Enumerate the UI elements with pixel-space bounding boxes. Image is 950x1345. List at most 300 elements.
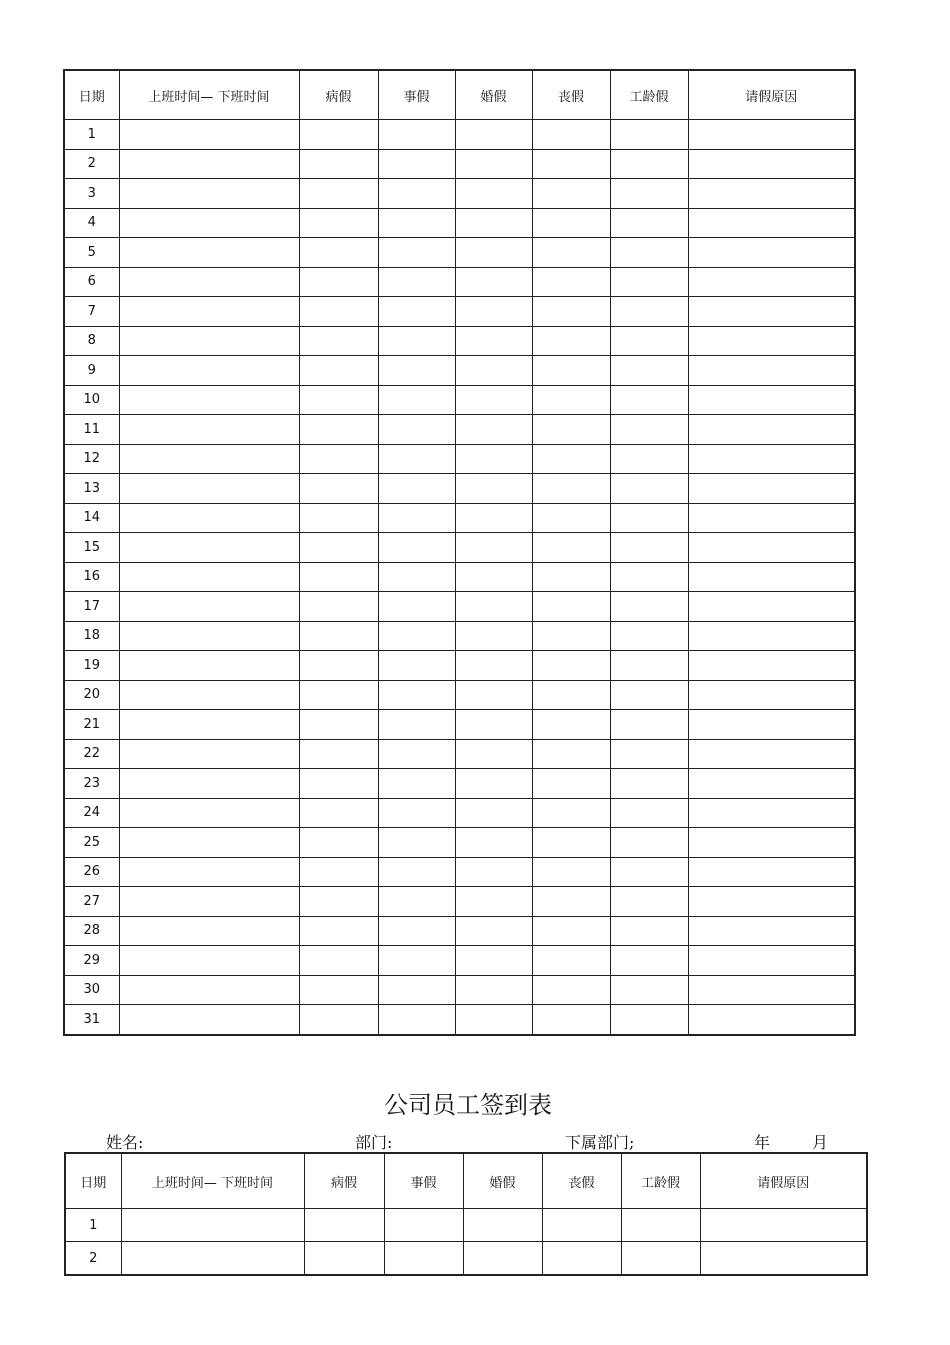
entry-cell[interactable]: [378, 326, 455, 356]
entry-cell[interactable]: [299, 533, 378, 563]
entry-cell[interactable]: [119, 208, 299, 238]
entry-cell[interactable]: [119, 238, 299, 268]
entry-cell[interactable]: [621, 1242, 700, 1276]
entry-cell[interactable]: [299, 592, 378, 622]
table-row: [64, 179, 855, 209]
entry-cell[interactable]: [119, 739, 299, 769]
entry-cell[interactable]: [378, 562, 455, 592]
entry-cell[interactable]: [299, 769, 378, 799]
entry-cell[interactable]: [610, 297, 688, 327]
entry-cell[interactable]: [688, 444, 855, 474]
entry-cell[interactable]: [532, 267, 610, 297]
entry-cell[interactable]: [688, 297, 855, 327]
date-cell: 11: [64, 415, 119, 445]
entry-cell[interactable]: [378, 267, 455, 297]
table-row: [64, 267, 855, 297]
table-row: [64, 503, 855, 533]
table-row: [65, 1209, 867, 1242]
entry-cell[interactable]: [610, 887, 688, 917]
dept-label: 部门:: [355, 1133, 393, 1152]
date-cell: 9: [64, 356, 119, 386]
date-cell: 2: [65, 1242, 121, 1276]
entry-cell[interactable]: [299, 946, 378, 976]
entry-cell[interactable]: [119, 1005, 299, 1035]
entry-cell[interactable]: [378, 238, 455, 268]
entry-cell[interactable]: [688, 680, 855, 710]
entry-cell[interactable]: [532, 887, 610, 917]
date-cell: 24: [64, 798, 119, 828]
entry-cell[interactable]: [688, 208, 855, 238]
entry-cell[interactable]: [299, 710, 378, 740]
attendance-table-top: [63, 69, 856, 1036]
entry-cell[interactable]: [532, 238, 610, 268]
entry-cell[interactable]: [378, 120, 455, 150]
entry-cell[interactable]: [455, 562, 532, 592]
entry-cell[interactable]: [378, 179, 455, 209]
entry-cell[interactable]: [455, 120, 532, 150]
entry-cell[interactable]: [688, 769, 855, 799]
entry-cell[interactable]: [384, 1209, 463, 1242]
column-header: 病假: [299, 70, 378, 120]
entry-cell[interactable]: [378, 208, 455, 238]
entry-cell[interactable]: [455, 592, 532, 622]
entry-cell[interactable]: [610, 857, 688, 887]
entry-cell[interactable]: [688, 533, 855, 563]
entry-cell[interactable]: [688, 385, 855, 415]
date-cell: 29: [64, 946, 119, 976]
entry-cell[interactable]: [610, 828, 688, 858]
table-row: [64, 916, 855, 946]
entry-cell[interactable]: [610, 267, 688, 297]
entry-cell[interactable]: [378, 356, 455, 386]
entry-cell[interactable]: [610, 120, 688, 150]
entry-cell[interactable]: [610, 385, 688, 415]
date-cell: 8: [64, 326, 119, 356]
entry-cell[interactable]: [299, 385, 378, 415]
table-row: [64, 680, 855, 710]
entry-cell[interactable]: [688, 857, 855, 887]
entry-cell[interactable]: [532, 680, 610, 710]
table-row: [64, 385, 855, 415]
entry-cell[interactable]: [119, 621, 299, 651]
entry-cell[interactable]: [378, 975, 455, 1005]
entry-cell[interactable]: [610, 533, 688, 563]
table-row: [64, 120, 855, 150]
entry-cell[interactable]: [299, 798, 378, 828]
entry-cell[interactable]: [299, 828, 378, 858]
entry-cell[interactable]: [532, 533, 610, 563]
entry-cell[interactable]: [463, 1242, 542, 1276]
column-header: 上班时间— 下班时间: [119, 70, 299, 120]
entry-cell[interactable]: [532, 356, 610, 386]
entry-cell[interactable]: [688, 710, 855, 740]
date-cell: 4: [64, 208, 119, 238]
date-cell: 28: [64, 916, 119, 946]
entry-cell[interactable]: [455, 1005, 532, 1035]
entry-cell[interactable]: [610, 621, 688, 651]
entry-cell[interactable]: [688, 415, 855, 445]
column-header: 事假: [384, 1153, 463, 1209]
entry-cell[interactable]: [378, 474, 455, 504]
column-header: 病假: [304, 1153, 384, 1209]
entry-cell[interactable]: [299, 149, 378, 179]
date-cell: 12: [64, 444, 119, 474]
entry-cell[interactable]: [299, 326, 378, 356]
entry-cell[interactable]: [610, 592, 688, 622]
date-cell: 7: [64, 297, 119, 327]
entry-cell[interactable]: [119, 592, 299, 622]
entry-cell[interactable]: [532, 415, 610, 445]
entry-cell[interactable]: [610, 562, 688, 592]
entry-cell[interactable]: [299, 857, 378, 887]
entry-cell[interactable]: [378, 680, 455, 710]
entry-cell[interactable]: [610, 179, 688, 209]
entry-cell[interactable]: [455, 444, 532, 474]
entry-cell[interactable]: [455, 503, 532, 533]
entry-cell[interactable]: [119, 444, 299, 474]
entry-cell[interactable]: [304, 1242, 384, 1276]
entry-cell[interactable]: [610, 946, 688, 976]
entry-cell[interactable]: [532, 326, 610, 356]
entry-cell[interactable]: [688, 1005, 855, 1035]
entry-cell[interactable]: [455, 474, 532, 504]
date-cell: 1: [64, 120, 119, 150]
entry-cell[interactable]: [455, 710, 532, 740]
date-cell: 26: [64, 857, 119, 887]
entry-cell[interactable]: [378, 444, 455, 474]
entry-cell[interactable]: [378, 946, 455, 976]
entry-cell[interactable]: [299, 238, 378, 268]
entry-cell[interactable]: [688, 474, 855, 504]
entry-cell[interactable]: [455, 415, 532, 445]
entry-cell[interactable]: [378, 916, 455, 946]
entry-cell[interactable]: [119, 946, 299, 976]
entry-cell[interactable]: [378, 651, 455, 681]
date-cell: 5: [64, 238, 119, 268]
entry-cell[interactable]: [455, 297, 532, 327]
table-row: [64, 1005, 855, 1035]
date-cell: 21: [64, 710, 119, 740]
entry-cell[interactable]: [299, 916, 378, 946]
entry-cell[interactable]: [299, 356, 378, 386]
entry-cell[interactable]: [119, 651, 299, 681]
entry-cell[interactable]: [455, 946, 532, 976]
entry-cell[interactable]: [378, 739, 455, 769]
entry-cell[interactable]: [378, 503, 455, 533]
entry-cell[interactable]: [455, 149, 532, 179]
table-row: [64, 592, 855, 622]
entry-cell[interactable]: [378, 710, 455, 740]
entry-cell[interactable]: [610, 474, 688, 504]
entry-cell[interactable]: [119, 149, 299, 179]
column-header: 丧假: [532, 70, 610, 120]
entry-cell[interactable]: [378, 415, 455, 445]
entry-cell[interactable]: [610, 415, 688, 445]
column-header: 上班时间— 下班时间: [121, 1153, 304, 1209]
entry-cell[interactable]: [378, 149, 455, 179]
entry-cell[interactable]: [299, 120, 378, 150]
date-cell: 10: [64, 385, 119, 415]
entry-cell[interactable]: [610, 916, 688, 946]
entry-cell[interactable]: [119, 710, 299, 740]
entry-cell[interactable]: [299, 179, 378, 209]
entry-cell[interactable]: [532, 975, 610, 1005]
entry-cell[interactable]: [119, 415, 299, 445]
entry-cell[interactable]: [610, 680, 688, 710]
entry-cell[interactable]: [455, 356, 532, 386]
entry-cell[interactable]: [455, 916, 532, 946]
entry-cell[interactable]: [532, 857, 610, 887]
entry-cell[interactable]: [610, 208, 688, 238]
entry-cell[interactable]: [119, 533, 299, 563]
date-cell: 6: [64, 267, 119, 297]
entry-cell[interactable]: [299, 208, 378, 238]
entry-cell[interactable]: [119, 385, 299, 415]
entry-cell[interactable]: [688, 267, 855, 297]
entry-cell[interactable]: [455, 533, 532, 563]
table-row: [64, 149, 855, 179]
entry-cell[interactable]: [299, 503, 378, 533]
entry-cell[interactable]: [532, 120, 610, 150]
entry-cell[interactable]: [621, 1209, 700, 1242]
entry-cell[interactable]: [610, 356, 688, 386]
column-header: 请假原因: [700, 1153, 867, 1209]
entry-cell[interactable]: [299, 651, 378, 681]
entry-cell[interactable]: [532, 149, 610, 179]
column-header: 事假: [378, 70, 455, 120]
entry-cell[interactable]: [299, 444, 378, 474]
entry-cell[interactable]: [119, 120, 299, 150]
entry-cell[interactable]: [532, 769, 610, 799]
entry-cell[interactable]: [299, 415, 378, 445]
entry-cell[interactable]: [455, 739, 532, 769]
entry-cell[interactable]: [299, 562, 378, 592]
entry-cell[interactable]: [378, 592, 455, 622]
entry-cell[interactable]: [688, 651, 855, 681]
entry-cell[interactable]: [119, 474, 299, 504]
table-row: [64, 828, 855, 858]
entry-cell[interactable]: [532, 562, 610, 592]
entry-cell[interactable]: [610, 710, 688, 740]
entry-cell[interactable]: [688, 887, 855, 917]
table-row: [64, 208, 855, 238]
entry-cell[interactable]: [688, 179, 855, 209]
entry-cell[interactable]: [378, 857, 455, 887]
date-cell: 13: [64, 474, 119, 504]
table-row: [64, 946, 855, 976]
entry-cell[interactable]: [304, 1209, 384, 1242]
entry-cell[interactable]: [119, 326, 299, 356]
entry-cell[interactable]: [299, 975, 378, 1005]
entry-cell[interactable]: [299, 621, 378, 651]
attendance-table-bottom: [64, 1152, 868, 1276]
entry-cell[interactable]: [299, 297, 378, 327]
entry-cell[interactable]: [455, 208, 532, 238]
date-cell: 15: [64, 533, 119, 563]
entry-cell[interactable]: [119, 356, 299, 386]
entry-cell[interactable]: [299, 267, 378, 297]
sub-dept-label: 下属部门;: [565, 1133, 635, 1152]
entry-cell[interactable]: [532, 385, 610, 415]
entry-cell[interactable]: [455, 267, 532, 297]
entry-cell[interactable]: [542, 1209, 621, 1242]
entry-cell[interactable]: [610, 238, 688, 268]
entry-cell[interactable]: [455, 621, 532, 651]
entry-cell[interactable]: [378, 769, 455, 799]
entry-cell[interactable]: [532, 916, 610, 946]
table-row: [64, 621, 855, 651]
column-header: 婚假: [455, 70, 532, 120]
entry-cell[interactable]: [610, 503, 688, 533]
table-row: [64, 238, 855, 268]
table-row: [64, 857, 855, 887]
entry-cell[interactable]: [378, 297, 455, 327]
date-cell: 16: [64, 562, 119, 592]
entry-cell[interactable]: [532, 651, 610, 681]
entry-cell[interactable]: [455, 326, 532, 356]
entry-cell[interactable]: [688, 592, 855, 622]
entry-cell[interactable]: [532, 1005, 610, 1035]
entry-cell[interactable]: [119, 297, 299, 327]
entry-cell[interactable]: [610, 1005, 688, 1035]
entry-cell[interactable]: [119, 179, 299, 209]
entry-cell[interactable]: [455, 680, 532, 710]
entry-cell[interactable]: [119, 798, 299, 828]
entry-cell[interactable]: [378, 385, 455, 415]
entry-cell[interactable]: [688, 326, 855, 356]
entry-cell[interactable]: [119, 975, 299, 1005]
table-row: [64, 651, 855, 681]
entry-cell[interactable]: [610, 444, 688, 474]
entry-cell[interactable]: [119, 828, 299, 858]
entry-cell[interactable]: [378, 1005, 455, 1035]
entry-cell[interactable]: [688, 798, 855, 828]
entry-cell[interactable]: [378, 828, 455, 858]
table-row: [64, 710, 855, 740]
table-row: [64, 326, 855, 356]
entry-cell[interactable]: [688, 916, 855, 946]
entry-cell[interactable]: [610, 769, 688, 799]
entry-cell[interactable]: [688, 503, 855, 533]
entry-cell[interactable]: [532, 621, 610, 651]
entry-cell[interactable]: [121, 1209, 304, 1242]
column-header: 工龄假: [610, 70, 688, 120]
entry-cell[interactable]: [700, 1242, 867, 1276]
entry-cell[interactable]: [119, 562, 299, 592]
entry-cell[interactable]: [121, 1242, 304, 1276]
date-cell: 14: [64, 503, 119, 533]
entry-cell[interactable]: [299, 887, 378, 917]
entry-cell[interactable]: [455, 769, 532, 799]
entry-cell[interactable]: [455, 238, 532, 268]
date-cell: 19: [64, 651, 119, 681]
entry-cell[interactable]: [688, 149, 855, 179]
entry-cell[interactable]: [610, 975, 688, 1005]
entry-cell[interactable]: [384, 1242, 463, 1276]
entry-cell[interactable]: [688, 975, 855, 1005]
entry-cell[interactable]: [532, 179, 610, 209]
entry-cell[interactable]: [532, 444, 610, 474]
date-cell: 22: [64, 739, 119, 769]
entry-cell[interactable]: [688, 739, 855, 769]
entry-cell[interactable]: [532, 739, 610, 769]
header-row: [65, 1153, 867, 1209]
column-header: 请假原因: [688, 70, 855, 120]
entry-cell[interactable]: [532, 297, 610, 327]
entry-cell[interactable]: [119, 503, 299, 533]
entry-cell[interactable]: [532, 828, 610, 858]
entry-cell[interactable]: [532, 208, 610, 238]
entry-cell[interactable]: [532, 592, 610, 622]
entry-cell[interactable]: [455, 857, 532, 887]
header-row: [64, 70, 855, 120]
entry-cell[interactable]: [378, 887, 455, 917]
entry-cell[interactable]: [610, 326, 688, 356]
entry-cell[interactable]: [455, 975, 532, 1005]
entry-cell[interactable]: [532, 503, 610, 533]
entry-cell[interactable]: [688, 621, 855, 651]
entry-cell[interactable]: [688, 562, 855, 592]
entry-cell[interactable]: [610, 798, 688, 828]
entry-cell[interactable]: [532, 946, 610, 976]
entry-cell[interactable]: [378, 533, 455, 563]
table-row: [65, 1242, 867, 1276]
entry-cell[interactable]: [610, 739, 688, 769]
entry-cell[interactable]: [688, 828, 855, 858]
entry-cell[interactable]: [378, 621, 455, 651]
entry-cell[interactable]: [119, 769, 299, 799]
entry-cell[interactable]: [455, 798, 532, 828]
entry-cell[interactable]: [463, 1209, 542, 1242]
date-cell: 31: [64, 1005, 119, 1035]
entry-cell[interactable]: [688, 120, 855, 150]
entry-cell[interactable]: [119, 857, 299, 887]
entry-cell[interactable]: [532, 710, 610, 740]
entry-cell[interactable]: [610, 651, 688, 681]
table-row: [64, 887, 855, 917]
date-cell: 1: [65, 1209, 121, 1242]
entry-cell[interactable]: [532, 474, 610, 504]
entry-cell[interactable]: [542, 1242, 621, 1276]
entry-cell[interactable]: [610, 149, 688, 179]
table-row: [64, 415, 855, 445]
entry-cell[interactable]: [119, 267, 299, 297]
entry-cell[interactable]: [119, 680, 299, 710]
entry-cell[interactable]: [688, 946, 855, 976]
column-header: 日期: [65, 1153, 121, 1209]
entry-cell[interactable]: [299, 474, 378, 504]
entry-cell[interactable]: [299, 739, 378, 769]
entry-cell[interactable]: [299, 1005, 378, 1035]
entry-cell[interactable]: [532, 798, 610, 828]
entry-cell[interactable]: [688, 356, 855, 386]
entry-cell[interactable]: [455, 179, 532, 209]
entry-cell[interactable]: [700, 1209, 867, 1242]
entry-cell[interactable]: [455, 385, 532, 415]
entry-cell[interactable]: [119, 887, 299, 917]
entry-cell[interactable]: [299, 680, 378, 710]
entry-cell[interactable]: [455, 887, 532, 917]
entry-cell[interactable]: [378, 798, 455, 828]
entry-cell[interactable]: [455, 651, 532, 681]
entry-cell[interactable]: [119, 916, 299, 946]
table-row: [64, 975, 855, 1005]
entry-cell[interactable]: [455, 828, 532, 858]
entry-cell[interactable]: [688, 238, 855, 268]
date-cell: 17: [64, 592, 119, 622]
column-header: 丧假: [542, 1153, 621, 1209]
date-cell: 3: [64, 179, 119, 209]
